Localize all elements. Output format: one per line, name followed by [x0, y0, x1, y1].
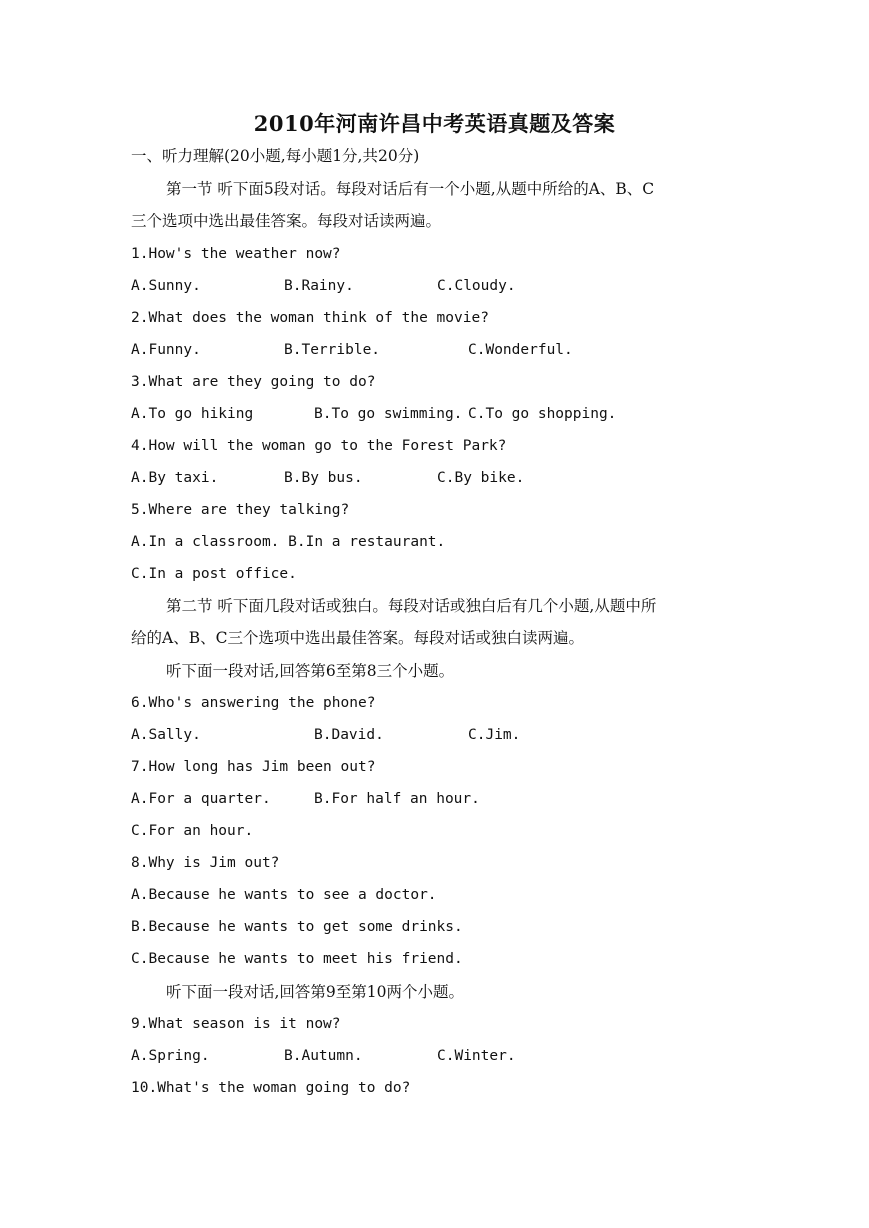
question-5-stem: 5.Where are they talking?: [131, 502, 350, 518]
question-5-options-ab: A.In a classroom. B.In a restaurant.: [131, 534, 446, 550]
question-8-option-b: B.Because he wants to get some drinks.: [131, 919, 463, 935]
option-b: B.To go swimming.: [314, 406, 463, 422]
option-a: A.To go hiking: [131, 406, 254, 422]
part1-instruction: 第一节 听下面5段对话。每段对话后有一个小题,从题中所给的A、B、C: [166, 180, 655, 198]
option-c: C.By bike.: [437, 470, 525, 486]
option-a: A.Sunny.: [131, 278, 201, 294]
question-8-option-a: A.Because he wants to see a doctor.: [131, 887, 437, 903]
part2-instruction: 第二节 听下面几段对话或独白。每段对话或独白后有几个小题,从题中所: [166, 597, 657, 615]
question-4-stem: 4.How will the woman go to the Forest Park?: [131, 438, 507, 454]
option-c: C.Wonderful.: [468, 342, 573, 358]
option-b: B.Rainy.: [284, 278, 354, 294]
question-9-stem: 9.What season is it now?: [131, 1016, 341, 1032]
option-a: A.Sally.: [131, 727, 201, 743]
dialog-1-note: 听下面一段对话,回答第6至第8三个小题。: [166, 662, 455, 680]
option-a: A.Funny.: [131, 342, 201, 358]
part2-instruction-cont: 给的A、B、C三个选项中选出最佳答案。每段对话或独白读两遍。: [131, 629, 584, 647]
option-c: C.Cloudy.: [437, 278, 516, 294]
option-b: B.David.: [314, 727, 384, 743]
section-heading-listening: 一、听力理解(20小题,每小题1分,共20分): [131, 147, 420, 165]
question-7-stem: 7.How long has Jim been out?: [131, 759, 376, 775]
question-2-stem: 2.What does the woman think of the movie?: [131, 310, 489, 326]
question-1-stem: 1.How's the weather now?: [131, 246, 341, 262]
option-a: A.Spring.: [131, 1048, 210, 1064]
page-title: 2010年河南许昌中考英语真题及答案: [253, 111, 616, 136]
question-8-stem: 8.Why is Jim out?: [131, 855, 280, 871]
question-6-stem: 6.Who's answering the phone?: [131, 695, 376, 711]
option-c: C.Winter.: [437, 1048, 516, 1064]
question-5-option-c: C.In a post office.: [131, 566, 297, 582]
question-3-stem: 3.What are they going to do?: [131, 374, 376, 390]
option-a: A.By taxi.: [131, 470, 219, 486]
option-b: B.Terrible.: [284, 342, 381, 358]
option-c: C.To go shopping.: [468, 406, 617, 422]
option-b: B.Autumn.: [284, 1048, 363, 1064]
option-b: B.By bus.: [284, 470, 363, 486]
part1-instruction-cont: 三个选项中选出最佳答案。每段对话读两遍。: [131, 212, 442, 230]
option-a: A.For a quarter.: [131, 791, 271, 807]
dialog-2-note: 听下面一段对话,回答第9至第10两个小题。: [166, 983, 465, 1001]
option-b: B.For half an hour.: [314, 791, 480, 807]
question-7-option-c: C.For an hour.: [131, 823, 254, 839]
question-8-option-c: C.Because he wants to meet his friend.: [131, 951, 463, 967]
question-10-stem: 10.What's the woman going to do?: [131, 1080, 411, 1096]
option-c: C.Jim.: [468, 727, 521, 743]
